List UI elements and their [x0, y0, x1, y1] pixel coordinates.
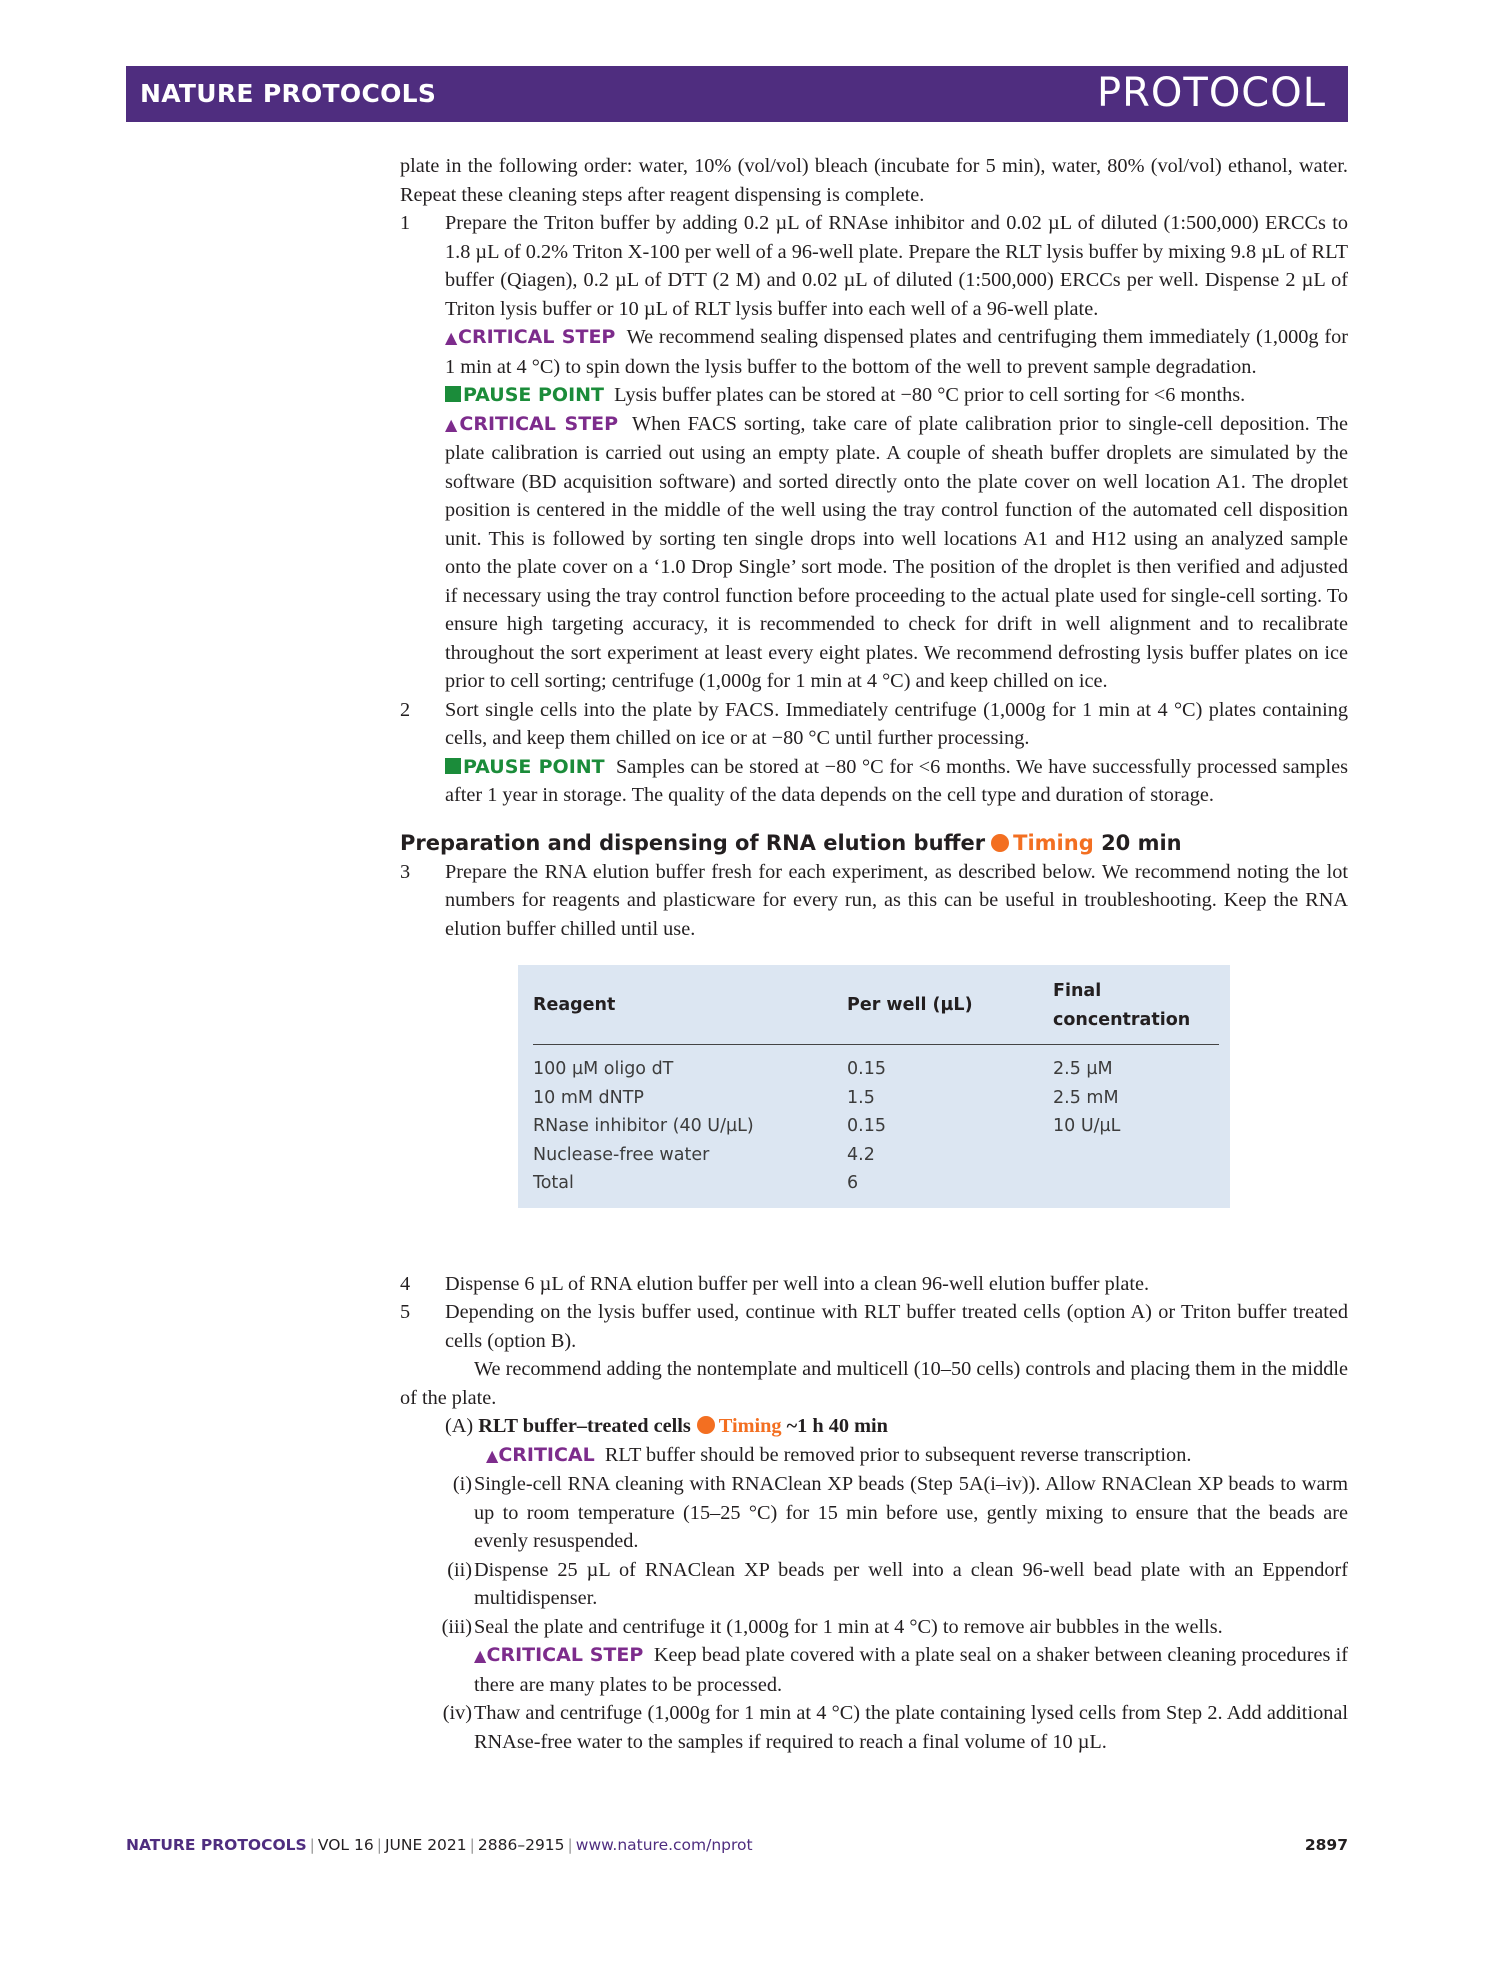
- column-header: Reagent: [533, 965, 847, 1045]
- critical-step-text: When FACS sorting, take care of plate calibration prior to single-cell deposition. The plate calibration is carried out using an empty plate. A couple of sheath buffer droplets are simulated by the software (BD acquisition software) and sorted directly onto the plate cover on well location A1. The droplet position is centered in the middle of the well using the tray control function of the automated cell disposition unit. This is followed by sorting ten single drops into well locations A1 and H12 using an analyzed sample onto the plate cover on a ‘1.0 Drop Single’ sort mode. The position of the droplet is then verified and adjusted if necessary using the tray control function before proceeding to the actual plate used for single-cell sorting. To ensure high targeting accuracy, it is recommended to check for drift in well alignment and to recalibrate throughout the sort experiment at least every eight plates. We recommend defrosting lysis buffer plates on ice prior to cell sorting; centrifuge (1,000g for 1 min at 4 °C) and keep chilled on ice.: [445, 412, 1348, 692]
- section-heading: [400, 828, 1348, 858]
- table-cell: 1.5: [847, 1087, 875, 1108]
- footer-date: JUNE 2021: [384, 1836, 467, 1854]
- triangle-icon: ▲: [474, 1646, 487, 1665]
- substep-number: (iii): [441, 1615, 472, 1638]
- substep: [400, 1556, 1348, 1613]
- footer-url-link[interactable]: www.nature.com/nprot: [575, 1836, 753, 1854]
- table-cell: RNase inhibitor (40 U/µL): [533, 1116, 754, 1136]
- footer-pages: 2886–2915: [477, 1836, 565, 1854]
- step-number: 4: [400, 1272, 411, 1295]
- pause-point-label: PAUSE POINT: [463, 755, 605, 778]
- critical-step-note: [445, 410, 1348, 696]
- reagent-table: [518, 965, 1230, 1208]
- column-header: Final concentration: [1053, 965, 1219, 1045]
- triangle-icon: ▲: [445, 328, 459, 347]
- substep-number: (iv): [442, 1702, 472, 1724]
- option-label: (A): [445, 1415, 474, 1437]
- section-title: Preparation and dispensing of RNA elution buffer: [400, 830, 986, 855]
- table-cell: 0.15: [847, 1116, 886, 1136]
- header-banner: [126, 66, 1348, 122]
- substep-text: Dispense 25 µL of RNAClean XP beads per well into a clean 96-well bead plate with an Eppendorf multidispenser.: [474, 1558, 1348, 1609]
- step-4: [400, 1270, 1348, 1299]
- step-text: Depending on the lysis buffer used, continue with RLT buffer treated cells (option A) or Triton buffer treated cells (option B).: [445, 1301, 1348, 1352]
- table-cell: 4.2: [847, 1144, 875, 1165]
- journal-name: NATURE PROTOCOLS: [140, 79, 437, 108]
- step-number: 1: [400, 212, 411, 234]
- main-content: [400, 152, 1348, 1756]
- option-a: [400, 1412, 1348, 1470]
- critical-step-label: CRITICAL STEP: [458, 326, 616, 348]
- table-row: [533, 1112, 1219, 1141]
- step-2: [400, 696, 1348, 810]
- option-title: RLT buffer–treated cells: [478, 1415, 691, 1437]
- table-cell: 100 µM oligo dT: [533, 1059, 674, 1079]
- table-row: [533, 1084, 1219, 1113]
- table-cell: 2.5 µM: [1053, 1059, 1113, 1079]
- table-cell: [1053, 1169, 1219, 1198]
- table-row: [533, 1045, 1219, 1084]
- pause-square-icon: [445, 758, 461, 774]
- critical-text: RLT buffer should be removed prior to subsequent reverse transcription.: [604, 1443, 1192, 1466]
- pause-point-text: Lysis buffer plates can be stored at −80 °C prior to cell sorting for <6 months.: [614, 384, 1246, 406]
- timing-label: Timing: [718, 1415, 782, 1437]
- substep-text: Thaw and centrifuge (1,000g for 1 min at 4 °C) the plate containing lysed cells from Step 2. Add additional RNAse-free water to the samples if required to reach a final volume of 10 µL.: [474, 1702, 1348, 1753]
- step-1: [400, 209, 1348, 696]
- triangle-icon: ▲: [445, 414, 460, 434]
- step-text: Sort single cells into the plate by FACS. Immediately centrifuge (1,000g for 1 min at 4 °C) plates containing cells, and keep them chilled on ice or at −80 °C until further processing.: [445, 698, 1348, 749]
- table-header-row: [533, 965, 1219, 1045]
- table-cell: 0.15: [847, 1059, 886, 1079]
- step-text: Prepare the Triton buffer by adding 0.2 µL of RNAse inhibitor and 0.02 µL of diluted (1:500,000) ERCCs to 1.8 µL of 0.2% Triton X-100 per well of a 96-well plate. Prepare the RLT lysis buffer by mixing 9.8 µL of RLT buffer (Qiagen), 0.2 µL of DTT (2 M) and 0.02 µL of diluted (1:500,000) ERCCs per well. Dispense 2 µL of Triton lysis buffer or 10 µL of RLT lysis buffer into each well of a 96-well plate.: [445, 212, 1348, 320]
- substep-text: Single-cell RNA cleaning with RNAClean XP beads (Step 5A(i–iv)). Allow RNAClean XP beads to warm up to room temperature (15–25 °C) for 15 min before use, gently mixing to ensure that the beads are evenly resuspended.: [474, 1473, 1348, 1552]
- critical-label: CRITICAL: [498, 1443, 595, 1466]
- critical-step-note: [445, 323, 1348, 381]
- critical-step-text: We recommend sealing dispensed plates and centrifuging them immediately (1,000g for 1 min at 4 °C) to spin down the lysis buffer to the bottom of the well to prevent sample degradation.: [445, 326, 1348, 378]
- controls-paragraph: We recommend adding the nontemplate and multicell (10–50 cells) controls and placing them in the middle of the plate.: [400, 1358, 1348, 1409]
- table-cell: [1053, 1141, 1219, 1170]
- timing-label: Timing: [1013, 830, 1094, 855]
- intro-text: plate in the following order: water, 10% (vol/vol) bleach (incubate for 5 min), water, 80% (vol/vol) ethanol, water. Repeat these cleaning steps after reagent dispensing is complete.: [400, 155, 1348, 206]
- timing-dot-icon: [991, 834, 1009, 852]
- table-cell: Total: [533, 1173, 574, 1193]
- footer-volume: VOL 16: [317, 1836, 374, 1854]
- step-text: Dispense 6 µL of RNA elution buffer per well into a clean 96-well elution buffer plate.: [445, 1272, 1150, 1295]
- article-type: PROTOCOL: [1096, 70, 1326, 116]
- pause-point-label: PAUSE POINT: [463, 384, 605, 406]
- table-cell: 6: [847, 1173, 859, 1193]
- step-number: 5: [400, 1301, 411, 1323]
- pause-point-text: Samples can be stored at −80 °C for <6 months. We have successfully processed samples after 1 year in storage. The quality of the data depends on the cell type and duration of storage.: [445, 755, 1349, 806]
- table-row: [533, 1141, 1219, 1170]
- triangle-icon: ▲: [486, 1445, 499, 1465]
- substep-number: (ii): [447, 1558, 472, 1581]
- column-header: Per well (µL): [847, 965, 1053, 1045]
- table-row: [533, 1169, 1219, 1198]
- table-cell: 2.5 mM: [1053, 1087, 1119, 1108]
- step-number: 3: [400, 860, 411, 883]
- timing-value: ~1 h 40 min: [786, 1415, 888, 1437]
- table-cell: 10 mM dNTP: [533, 1087, 644, 1108]
- substep-text: Seal the plate and centrifuge it (1,000g for 1 min at 4 °C) to remove air bubbles in the wells.: [474, 1615, 1223, 1638]
- step-number: 2: [400, 698, 411, 721]
- option-a-heading: [445, 1412, 1348, 1441]
- critical-step-label: CRITICAL STEP: [486, 1644, 644, 1666]
- critical-step-note: [474, 1641, 1348, 1699]
- critical-step-text: Keep bead plate covered with a plate seal on a shaker between cleaning procedures if there are many plates to be processed.: [474, 1644, 1349, 1696]
- step-5: [400, 1298, 1348, 1355]
- substep-number: (i): [452, 1473, 472, 1495]
- page-number: 2897: [1304, 1836, 1348, 1854]
- footer-journal: NATURE PROTOCOLS: [126, 1836, 307, 1854]
- page-footer: NATURE PROTOCOLS | VOL 16 | JUNE 2021 | 2886–2915 | www.nature.com/nprot 2897: [126, 1836, 1348, 1854]
- critical-note: [445, 1441, 1348, 1471]
- substep: [400, 1470, 1348, 1556]
- pause-point-note: [445, 753, 1348, 810]
- pause-point-note: [445, 381, 1348, 410]
- substep: [400, 1699, 1348, 1756]
- timing-dot-icon: [697, 1416, 715, 1434]
- pause-square-icon: [445, 386, 461, 402]
- timing-value: 20 min: [1101, 830, 1182, 855]
- table-cell: Nuclease-free water: [533, 1144, 710, 1165]
- substep: [400, 1613, 1348, 1700]
- critical-step-label: CRITICAL STEP: [459, 412, 619, 435]
- table-cell: 10 U/µL: [1053, 1116, 1121, 1136]
- step-text: Prepare the RNA elution buffer fresh for each experiment, as described below. We recommend noting the lot numbers for reagents and plasticware for every run, as this can be useful in troubleshooting. Keep the RNA elution buffer chilled until use.: [445, 860, 1348, 940]
- step-3: [400, 858, 1348, 944]
